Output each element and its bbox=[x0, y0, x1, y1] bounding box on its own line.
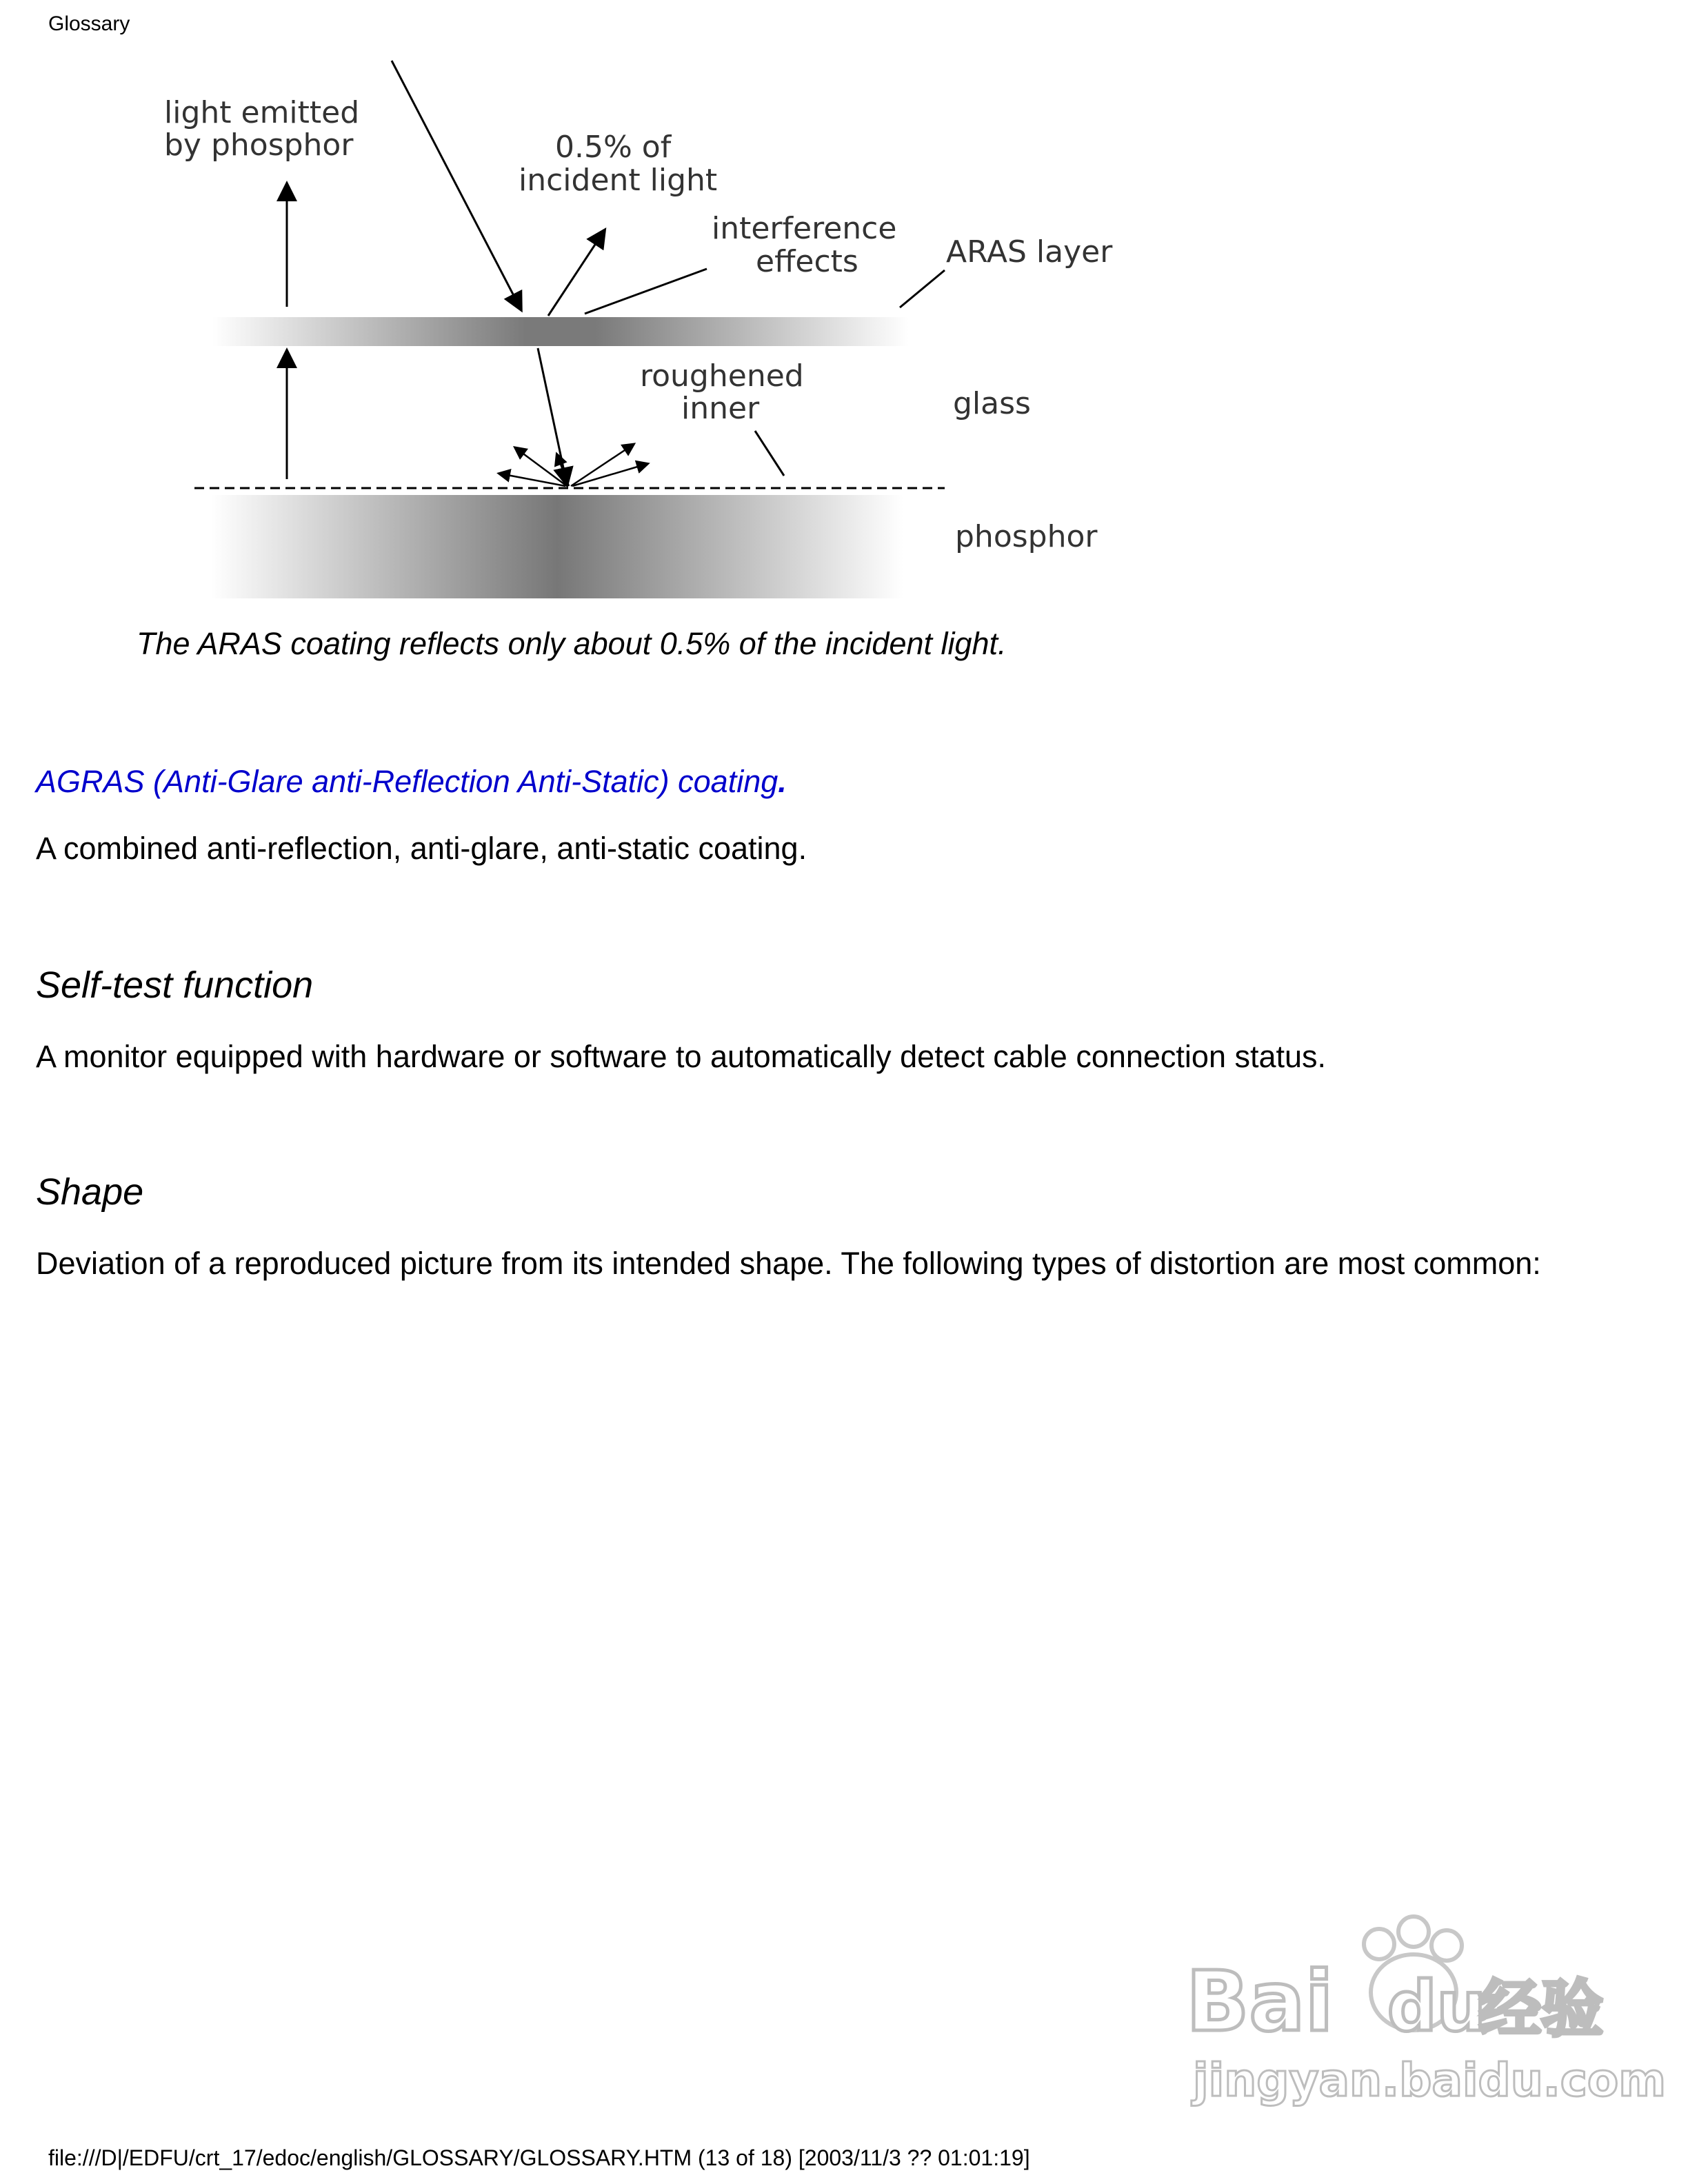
page-header-title: Glossary bbox=[48, 12, 130, 35]
diagram-caption: The ARAS coating reflects only about 0.5% of the incident light. bbox=[137, 626, 1007, 661]
agras-term-suffix: . bbox=[778, 764, 787, 799]
self-test-term: Self-test function bbox=[36, 964, 314, 1006]
scatter-arrow-2 bbox=[516, 448, 567, 486]
self-test-definition: A monitor equipped with hardware or software to automatically detect cable connection status. bbox=[36, 1039, 1327, 1074]
watermark-cn: 经验 bbox=[1479, 1973, 1603, 2045]
agras-definition: A combined anti-reflection, anti-glare, anti-static coating. bbox=[36, 831, 807, 866]
scatter-arrow-1 bbox=[500, 474, 565, 486]
aras-layer-band bbox=[212, 317, 909, 346]
label-light-emitted-2: by phosphor bbox=[164, 128, 354, 163]
agras-term-link[interactable] bbox=[36, 764, 787, 800]
roughened-pointer bbox=[755, 431, 784, 476]
label-roughened-1: roughened bbox=[640, 358, 804, 394]
transmitted-light-arrow bbox=[538, 348, 567, 484]
phosphor-band bbox=[211, 495, 903, 598]
watermark-url: jingyan.baidu.com bbox=[1193, 2054, 1667, 2107]
reflected-light-arrow bbox=[548, 231, 604, 316]
shape-term: Shape bbox=[36, 1171, 144, 1213]
baidu-jingyan-watermark bbox=[1172, 1889, 1667, 2110]
label-interference-2: effects bbox=[756, 244, 858, 279]
label-glass: glass bbox=[953, 386, 1031, 421]
interference-pointer bbox=[585, 269, 707, 314]
label-incident-2: incident light bbox=[519, 163, 718, 198]
shape-definition: Deviation of a reproduced picture from its intended shape. The following types of distortion are most common: bbox=[36, 1246, 1541, 1281]
scatter-arrow-4 bbox=[571, 445, 633, 486]
label-light-emitted-1: light emitted bbox=[164, 95, 360, 130]
label-incident-1: 0.5% of bbox=[555, 130, 672, 165]
scatter-arrow-5 bbox=[572, 464, 647, 486]
scatter-arrow-3 bbox=[557, 455, 569, 486]
watermark-brand: Bai bbox=[1186, 1954, 1334, 2050]
label-phosphor: phosphor bbox=[955, 519, 1098, 554]
label-aras-layer: ARAS layer bbox=[946, 234, 1113, 270]
footer-file-path: file:///D|/EDFU/crt_17/edoc/english/GLOSSARY/GLOSSARY.HTM (13 of 18) [2003/11/3 ?? 01:01:19] bbox=[48, 2145, 1030, 2170]
incident-light-arrow bbox=[392, 61, 521, 309]
agras-term-text: AGRAS (Anti-Glare anti-Reflection Anti-Static) coating bbox=[36, 764, 778, 799]
aras-coating-diagram bbox=[0, 0, 1172, 620]
watermark-brand2: du bbox=[1387, 1966, 1486, 2047]
aras-layer-pointer bbox=[900, 270, 945, 307]
label-interference-1: interference bbox=[712, 211, 897, 246]
label-roughened-2: inner bbox=[681, 391, 760, 426]
